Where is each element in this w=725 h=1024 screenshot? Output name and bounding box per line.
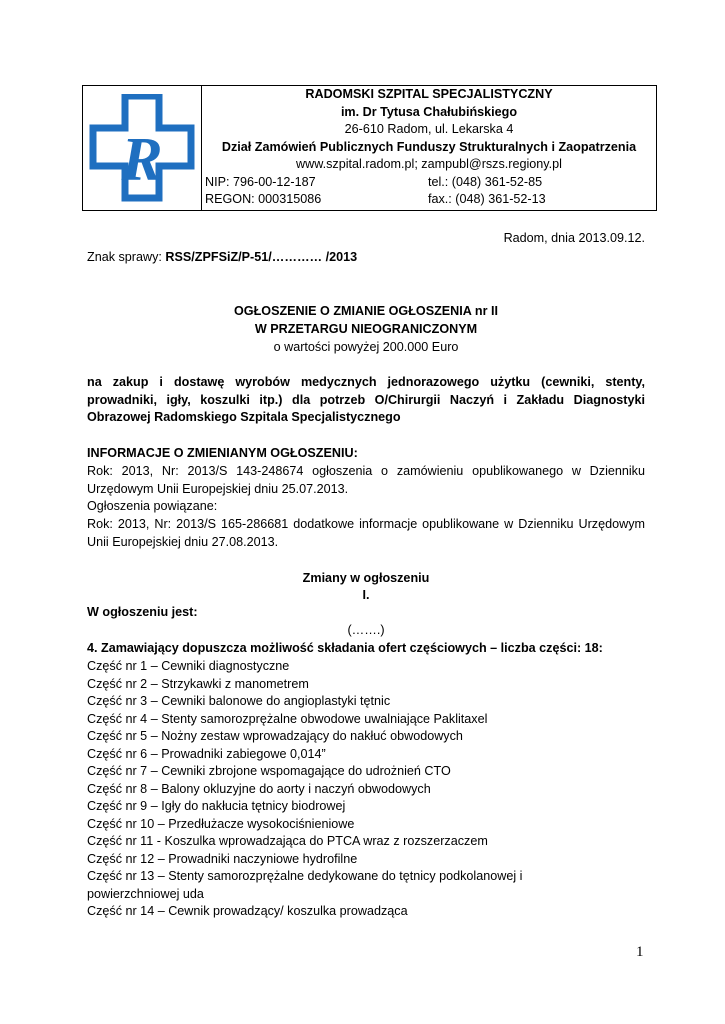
letterhead-text [202,86,656,210]
department-name: Dział Zamówień Publicznych Funduszy Strukturalnych i Zaopatrzenia [221,139,637,154]
list-item: Część nr 13 – Stenty samorozprężalne dedykowane do tętnicy podkolanowej i powierzchniowej uda [87,869,523,901]
cross-logo-icon [89,94,195,202]
hospital-logo [83,86,202,210]
list-item: Część nr 10 – Przedłużacze wysokociśnieniowe [87,816,355,831]
regon: REGON: 000315086 [205,192,322,206]
ellipsis: (…….) [347,623,385,637]
list-item: Część nr 1 – Cewniki diagnostyczne [87,659,290,673]
list-item: Część nr 7 – Cewniki zbrojone wspomagające do udrożnień CTO [87,764,451,778]
list-item: Część nr 3 – Cewniki balonowe do angioplastyki tętnic [87,694,391,708]
hospital-name: im. Dr Tytusa Chałubińskiego [340,104,518,119]
list-item: Część nr 2 – Strzykawki z manometrem [87,676,309,691]
page-number: 1 [636,944,644,960]
list-item: Część nr 8 – Balony okluzyjne do aorty i naczyń obwodowych [87,781,431,796]
related-label: Ogłoszenia powiązane: [87,499,218,513]
case-number: RSS/ZPFSiZ/P-51/………… /2013 [165,250,358,264]
date-line: Radom, dnia 2013.09.12. [503,231,645,245]
point-4: 4. Zamawiający dopuszcza możliwość składania ofert częściowych – liczba części: 18: [87,641,603,655]
list-item: Część nr 14 – Cewnik prowadzący/ koszulka prowadząca [87,904,408,918]
list-item: Część nr 12 – Prowadniki naczyniowe hydrofilne [87,851,358,866]
changes-roman: I. [362,588,370,602]
tel: tel.: (048) 361-52-85 [428,174,543,189]
letterhead [82,85,657,211]
case-label: Znak sprawy: [87,250,166,264]
nip: NIP: 796-00-12-187 [205,174,316,189]
changes-heading: Zmiany w ogłoszeniu [302,571,430,585]
list-item: Część nr 9 – Igły do nakłucia tętnicy biodrowej [87,799,346,813]
subject-paragraph: na zakup i dostawę wyrobów medycznych jednorazowego użytku (cewniki, stenty, prowadniki, igły, koszulki itp.) dla potrzeb O/Chirurgii Naczyń i Zakładu Diagnostyki Obrazowej Radomskiego Szpitala Specjalistycznego [87,375,645,424]
case-line [87,249,645,267]
hospital-address: 26-610 Radom, ul. Lekarska 4 [344,122,514,136]
notice-subtitle: o wartości powyżej 200.000 Euro [273,340,459,354]
logo-letter: R [121,126,163,194]
list-item: Część nr 5 – Nożny zestaw wprowadzający do nakłuć obwodowych [87,729,463,743]
hospital-title: RADOMSKI SZPITAL SPECJALISTYCZNY [305,87,553,101]
fax: fax.: (048) 361-52-13 [428,192,546,206]
notice-title-1: OGŁOSZENIE O ZMIANIE OGŁOSZENIA nr II [233,304,498,318]
list-item: Część nr 4 – Stenty samorozprężalne obwodowe uwalniające Paklitaxel [87,711,488,726]
notice-title-2: W PRZETARGU NIEOGRANICZONYM [254,322,478,336]
info-paragraph-2: Rok: 2013, Nr: 2013/S 165-286681 dodatkowe informacje opublikowane w Dzienniku Urzędowym Unii Europejskiej dniu 27.08.2013. [87,517,645,549]
regon-fax-row [202,191,656,209]
web-email: www.szpital.radom.pl; zampubl@rszs.regiony.pl [296,157,562,171]
info-heading: INFORMACJE O ZMIENIANYM OGŁOSZENIU: [87,446,358,460]
list-item: Część nr 11 - Koszulka wprowadzająca do PTCA wraz z rozszerzaczem [87,834,488,848]
nip-tel-row [202,174,656,192]
info-paragraph-1: Rok: 2013, Nr: 2013/S 143-248674 ogłoszenia o zamówieniu opublikowanego w Dzienniku Urzędowym Unii Europejskiej dniu 25.07.2013. [87,464,645,496]
is-label: W ogłoszeniu jest: [87,605,198,619]
list-item: Część nr 6 – Prowadniki zabiegowe 0,014” [87,746,326,761]
parts-list [87,658,645,921]
